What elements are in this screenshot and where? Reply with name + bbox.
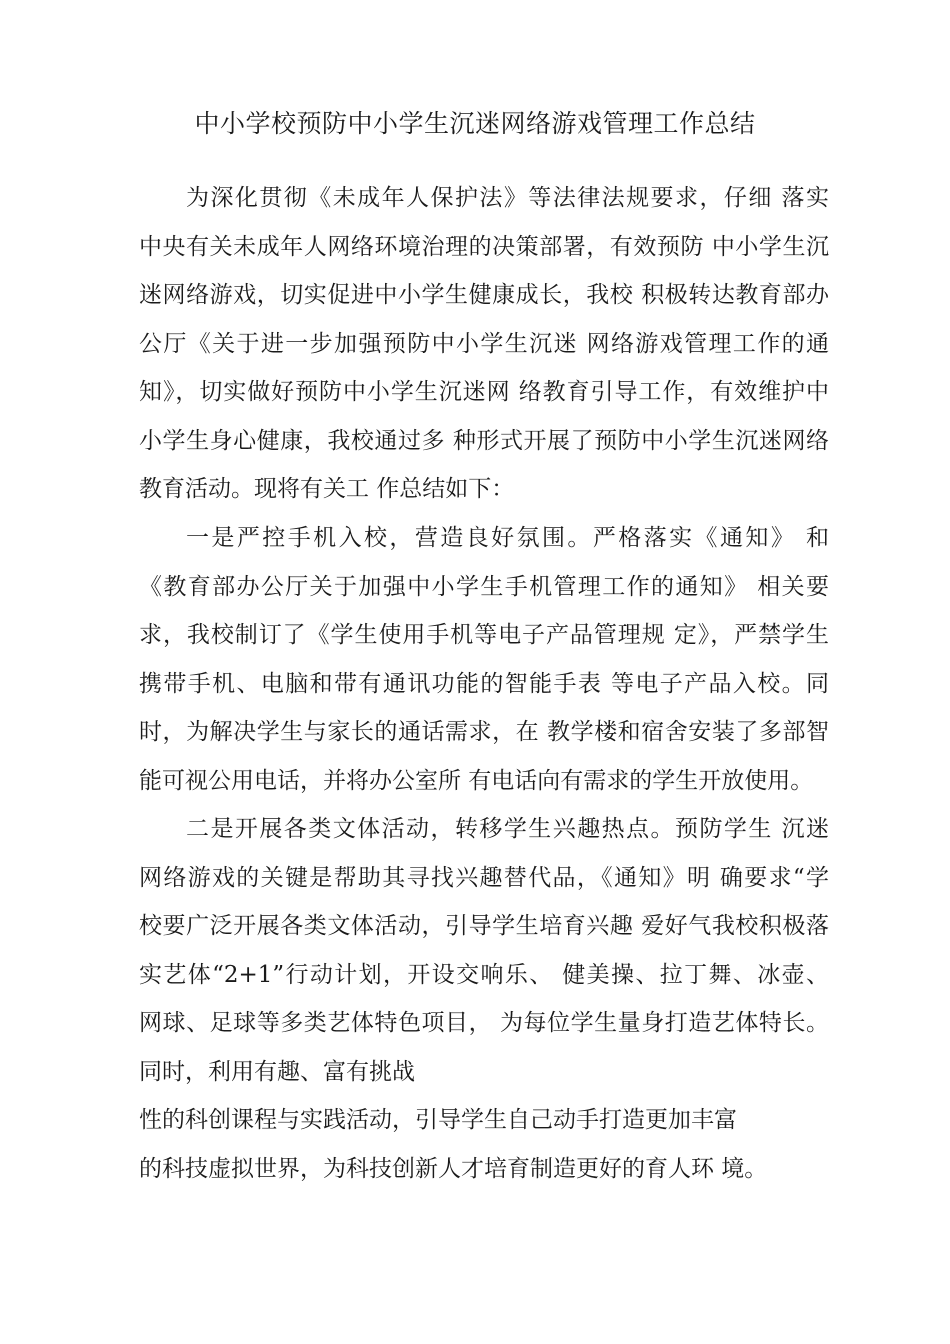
- paragraph-line: 求，我校制订了《学生使用手机等电子产品管理规 定》，严禁学生: [139, 622, 829, 648]
- paragraph-line: 迷网络游戏，切实促进中小学生健康成长，我校 积极转达教育部办: [139, 282, 829, 308]
- paragraph-line: 教育活动。现将有关工 作总结如下：: [139, 476, 515, 502]
- paragraph-line: 携带手机、电脑和带有通讯功能的智能手表 等电子产品入校。同: [139, 671, 829, 697]
- paragraph-line: 实艺体“2+1”行动计划，开设交响乐、 健美操、拉丁舞、冰壶、: [139, 962, 829, 988]
- paragraph-line: 为深化贯彻《未成年人保护法》等法律法规要求，仔细 落实: [186, 185, 829, 211]
- paragraph-line: 同时，利用有趣、富有挑战: [139, 1059, 415, 1085]
- paragraph-line: 的科技虚拟世界，为科技创新人才培育制造更好的育人环 境。: [139, 1156, 768, 1182]
- document-title: 中小学校预防中小学生沉迷网络游戏管理工作总结: [194, 109, 756, 138]
- paragraph-line: 知》，切实做好预防中小学生沉迷网 络教育引导工作，有效维护中: [139, 379, 829, 405]
- paragraph-line: 校要广泛开展各类文体活动，引导学生培育兴趣 爱好气我校积极落: [139, 913, 829, 939]
- paragraph-line: 网络游戏的关键是帮助其寻找兴趣替代品，《通知》明 确要求“学: [139, 865, 829, 891]
- paragraph-line: 能可视公用电话，并将办公室所 有电话向有需求的学生开放使用。: [139, 768, 814, 794]
- paragraph-line: 公厅《关于进一步加强预防中小学生沉迷 网络游戏管理工作的通: [139, 331, 829, 357]
- paragraph-line: 性的科创课程与实践活动，引导学生自己动手打造更加丰富: [139, 1107, 737, 1133]
- paragraph-line: 《教育部办公厅关于加强中小学生手机管理工作的通知》 相关要: [139, 574, 829, 600]
- paragraph-line: 中央有关未成年人网络环境治理的决策部署，有效预防 中小学生沉: [139, 234, 829, 260]
- paragraph-line: 二是开展各类文体活动，转移学生兴趣热点。预防学生 沉迷: [186, 816, 829, 842]
- paragraph-line: 时，为解决学生与家长的通话需求，在 教学楼和宿舍安装了多部智: [139, 719, 829, 745]
- paragraph-line: 网球、足球等多类艺体特色项目， 为每位学生量身打造艺体特长。: [139, 1010, 829, 1036]
- paragraph-line: 小学生身心健康，我校通过多 种形式开展了预防中小学生沉迷网络: [139, 428, 829, 454]
- paragraph-line: 一是严控手机入校，营造良好氛围。严格落实《通知》 和: [186, 525, 829, 551]
